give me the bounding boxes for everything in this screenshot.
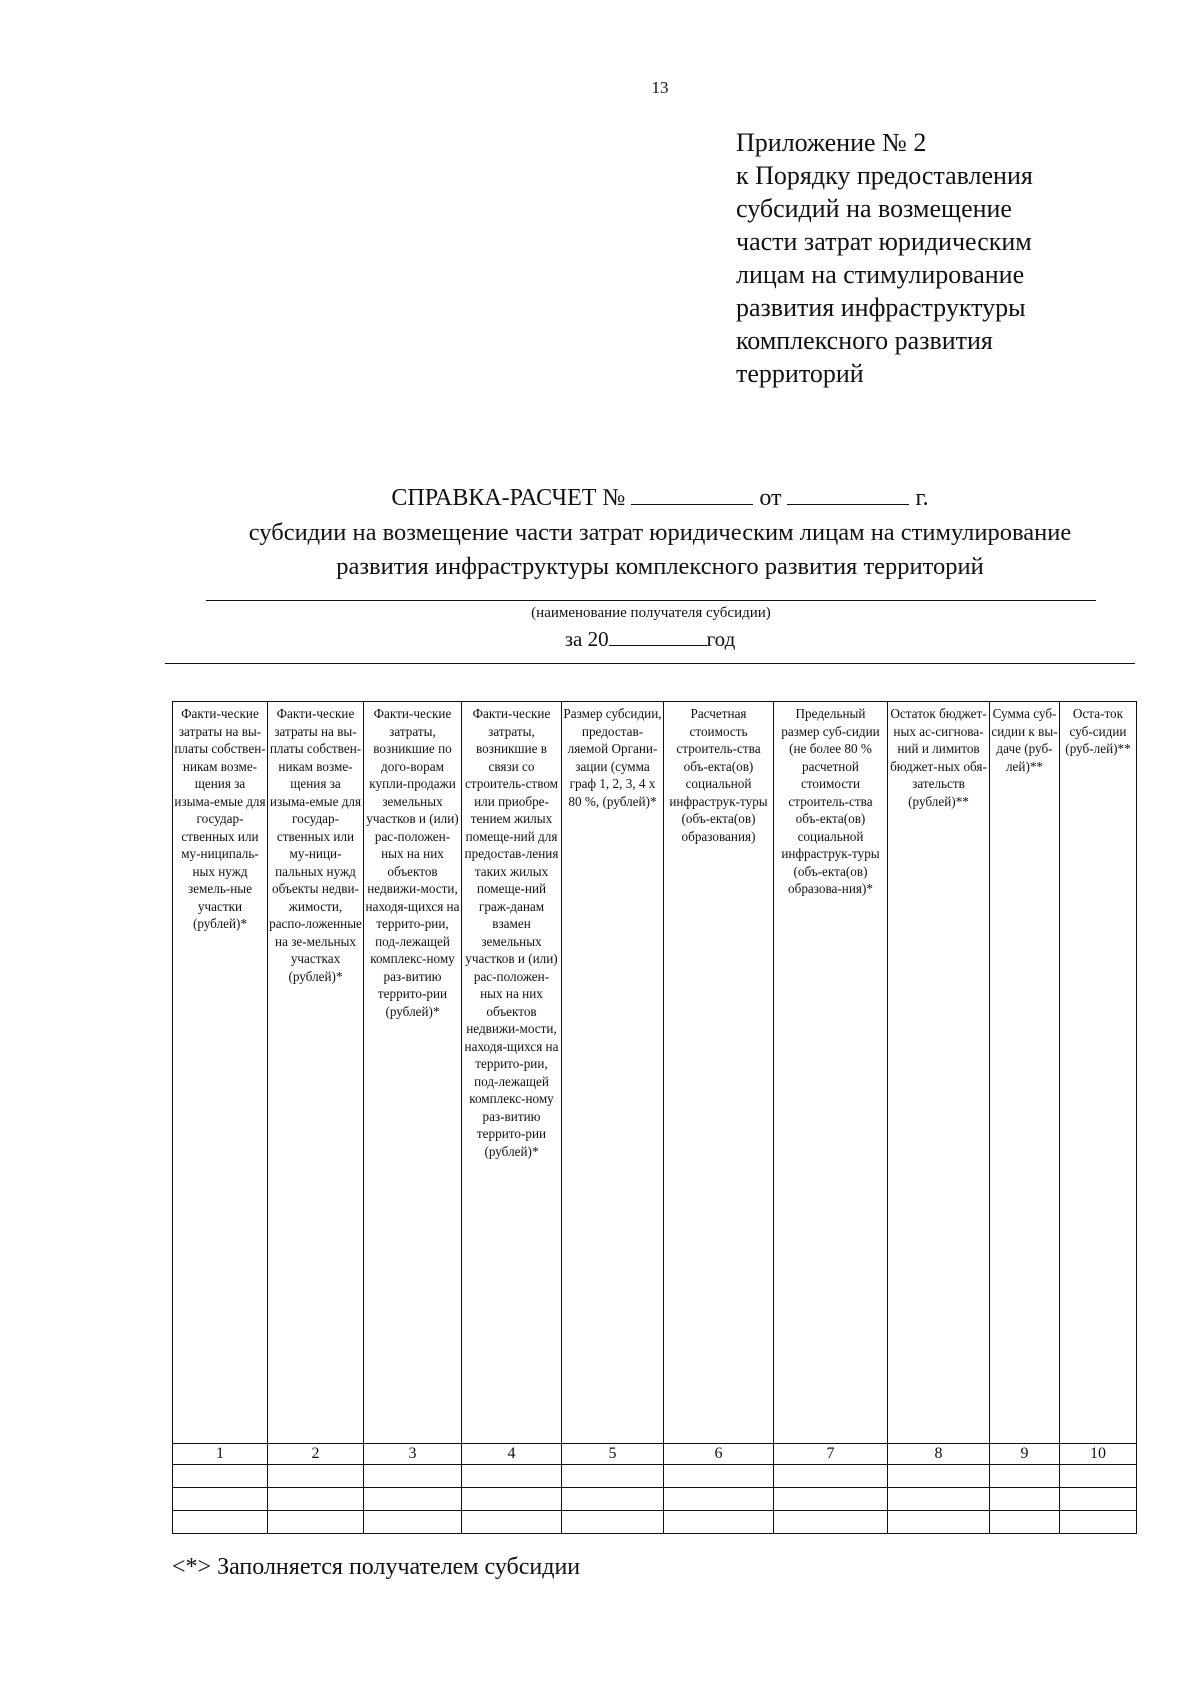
table-cell[interactable] — [774, 1511, 888, 1534]
footnote: <*> Заполняется получателем субсидии — [172, 1554, 581, 1580]
column-number: 1 — [173, 1444, 268, 1465]
year-prefix: за 20 — [564, 627, 609, 651]
column-header: Факти-ческие затраты, возникшие в связи со строитель-ством или приобре-тением жилых помеще-ний для предостав-ления таких жилых помеще-ний граж-данам взамен земельных участков и (или) рас-положен-ных на них объектов недвижи-мости, находя-щихся на террито-рии, под-лежащей комплекс-ному раз-витию террито-рии (рублей)* — [462, 702, 562, 1444]
recipient-caption: (наименование получателя субсидии) — [531, 605, 771, 621]
date-blank — [787, 484, 909, 505]
column-number: 9 — [990, 1444, 1060, 1465]
document-subtitle — [150, 516, 1170, 584]
table-cell[interactable] — [364, 1465, 462, 1488]
column-header: Размер субсидии, предостав-ляемой Органи-зации (сумма граф 1, 2, 3, 4 х 80 %, (рублей)* — [562, 702, 664, 1444]
column-number: 3 — [364, 1444, 462, 1465]
table-cell[interactable] — [664, 1511, 774, 1534]
column-header: Факти-ческие затраты на вы-платы собствен-никам возме-щения за изыма-емые для государ-ственных или му-ници-пальных нужд объекты недви-жимости, распо-ложенные на зе-мельных участках (рублей)* — [268, 702, 364, 1444]
column-header: Предельный размер суб-сидии (не более 80 % расчетной стоимости строитель-ства объ-екта(ов) социальной инфраструк-туры (объ-екта(ов) образова-ния)* — [774, 702, 888, 1444]
column-header: Расчетная стоимость строитель-ства объ-екта(ов) социальной инфраструк-туры (объ-екта(ов) образования) — [664, 702, 774, 1444]
column-number-row — [173, 1444, 1137, 1465]
table-cell[interactable] — [268, 1511, 364, 1534]
table-cell[interactable] — [462, 1465, 562, 1488]
table-cell[interactable] — [562, 1511, 664, 1534]
table-cell[interactable] — [462, 1511, 562, 1534]
subtitle-line: субсидии на возмещение части затрат юридическим лицам на стимулирование — [248, 519, 1072, 546]
title-prefix: СПРАВКА-РАСЧЕТ № — [391, 485, 626, 511]
table-cell[interactable] — [990, 1465, 1060, 1488]
column-number: 6 — [664, 1444, 774, 1465]
header-row — [173, 702, 1137, 1444]
year-suffix: год — [706, 627, 736, 651]
appendix-line: к Порядку предоставления — [736, 161, 1033, 190]
appendix-line: территорий — [736, 359, 864, 388]
column-header: Оста-ток суб-сидии (руб-лей)** — [1060, 702, 1137, 1444]
table-row — [173, 1465, 1137, 1488]
table-cell[interactable] — [268, 1488, 364, 1511]
year-blank — [609, 627, 707, 646]
appendix-line: развития инфраструктуры — [736, 293, 1026, 322]
appendix-block — [736, 126, 1156, 390]
column-number: 5 — [562, 1444, 664, 1465]
table-cell[interactable] — [1060, 1511, 1137, 1534]
appendix-line: части затрат юридическим — [736, 227, 1032, 256]
appendix-line: Приложение № 2 — [736, 128, 927, 157]
calculation-table — [172, 701, 1137, 1534]
table-cell[interactable] — [268, 1465, 364, 1488]
table-cell[interactable] — [888, 1511, 990, 1534]
table-cell[interactable] — [774, 1465, 888, 1488]
appendix-line: субсидий на возмещение — [736, 194, 1012, 223]
column-number: 2 — [268, 1444, 364, 1465]
title-suffix: г. — [915, 485, 929, 511]
table-cell[interactable] — [562, 1465, 664, 1488]
number-blank — [631, 484, 753, 505]
table-cell[interactable] — [774, 1488, 888, 1511]
page-number: 13 — [651, 78, 669, 97]
appendix-line: комплексного развития — [736, 326, 993, 355]
document-title — [0, 484, 1200, 512]
table-cell[interactable] — [364, 1511, 462, 1534]
column-header: Остаток бюджет-ных ас-сигнова-ний и лимитов бюджет-ных обя-зательств (рублей)** — [888, 702, 990, 1444]
table-cell[interactable] — [664, 1488, 774, 1511]
table-row — [173, 1488, 1137, 1511]
subtitle-line: развития инфраструктуры комплексного развития территорий — [336, 553, 984, 580]
recipient-name-line — [206, 600, 1096, 601]
table-cell[interactable] — [173, 1488, 268, 1511]
table-cell[interactable] — [364, 1488, 462, 1511]
column-header: Факти-ческие затраты на вы-платы собствен-никам возме-щения за изыма-емые для государ-ственных или му-ниципаль-ных нужд земель-ные участки (рублей)* — [173, 702, 268, 1444]
table-cell[interactable] — [173, 1465, 268, 1488]
table-cell[interactable] — [1060, 1488, 1137, 1511]
table-cell[interactable] — [462, 1488, 562, 1511]
table-cell[interactable] — [562, 1488, 664, 1511]
table-cell[interactable] — [990, 1511, 1060, 1534]
table-cell[interactable] — [888, 1488, 990, 1511]
table-cell[interactable] — [990, 1488, 1060, 1511]
column-number: 8 — [888, 1444, 990, 1465]
divider — [165, 663, 1135, 664]
title-from: от — [759, 485, 782, 511]
table-cell[interactable] — [664, 1465, 774, 1488]
year-line — [0, 627, 1200, 652]
table-row — [173, 1511, 1137, 1534]
table-cell[interactable] — [888, 1465, 990, 1488]
column-header: Сумма суб-сидии к вы-даче (руб-лей)** — [990, 702, 1060, 1444]
appendix-line: лицам на стимулирование — [736, 260, 1025, 289]
column-number: 10 — [1060, 1444, 1137, 1465]
table-cell[interactable] — [173, 1511, 268, 1534]
column-header: Факти-ческие затраты, возникшие по дого-ворам купли-продажи земельных участков и (или) рас-положен-ных на них объектов недвижи-мости, находя-щихся на террито-рии, под-лежащей комплекс-ному раз-витию террито-рии (рублей)* — [364, 702, 462, 1444]
table-cell[interactable] — [1060, 1465, 1137, 1488]
column-number: 4 — [462, 1444, 562, 1465]
column-number: 7 — [774, 1444, 888, 1465]
